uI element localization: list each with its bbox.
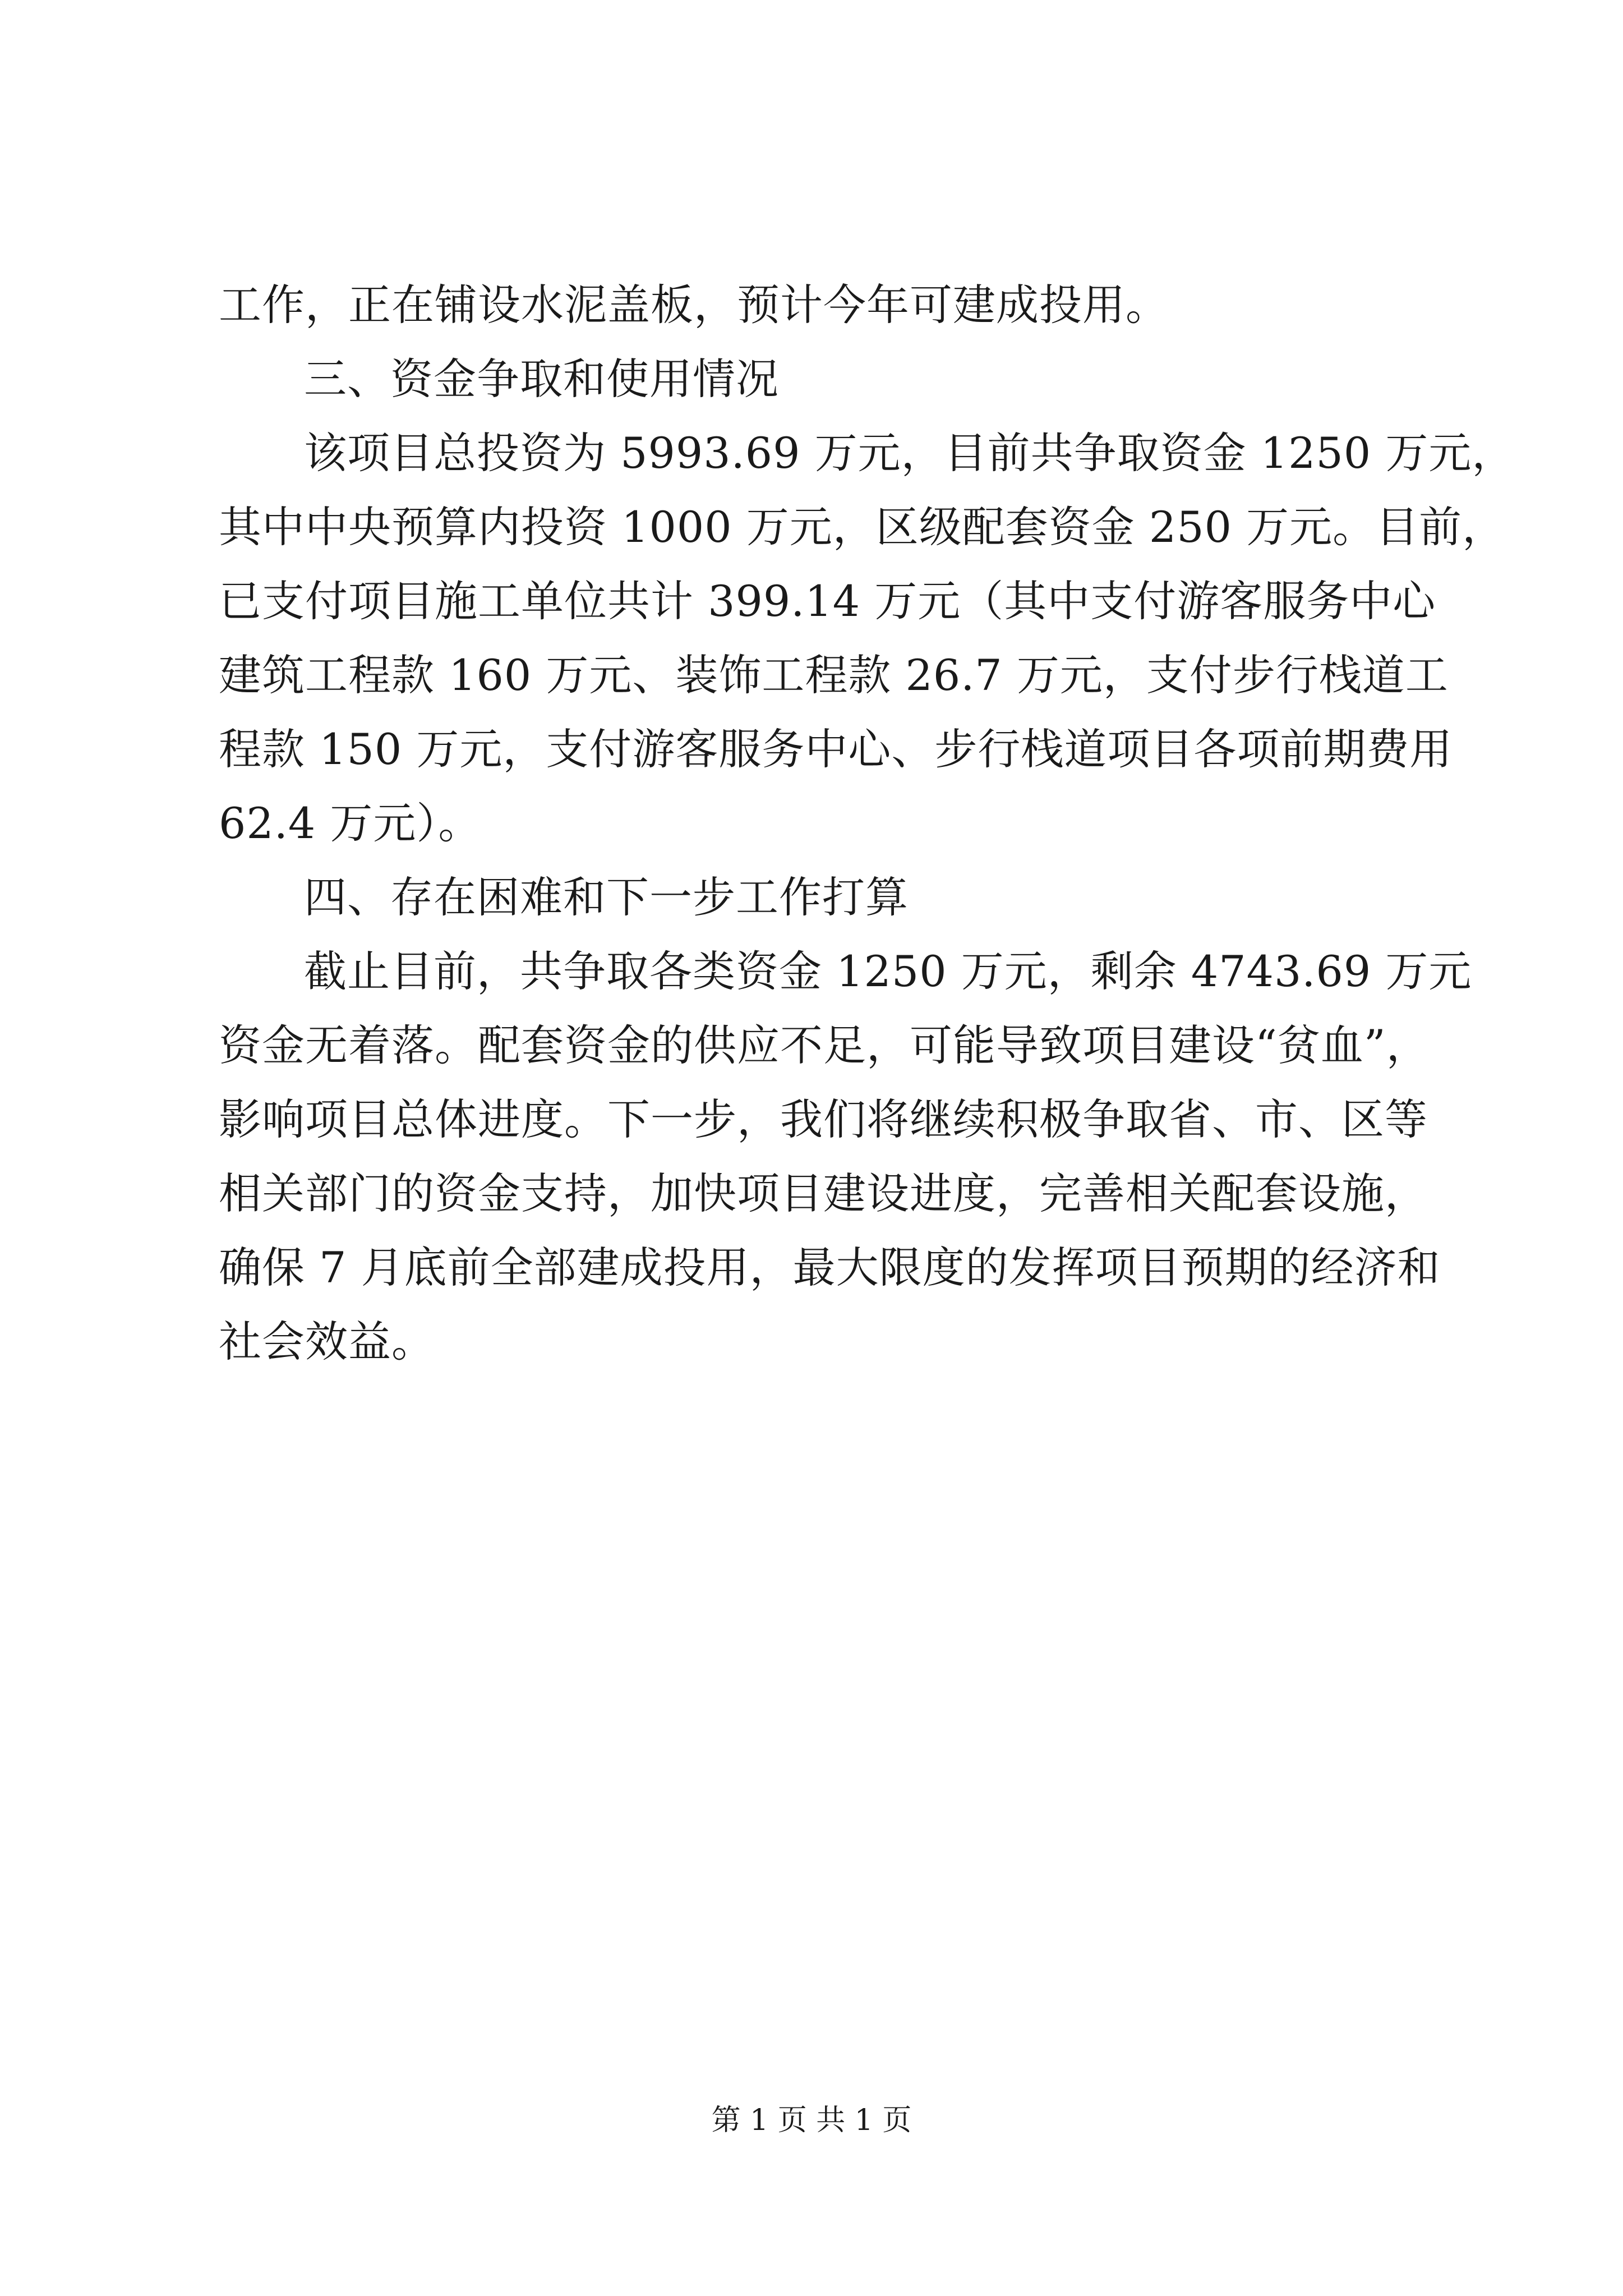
paragraph-line: 截止目前，共争取各类资金 1250 万元，剩余 4743.69 万元 bbox=[304, 946, 1472, 996]
section-heading-difficulties: 四、存在困难和下一步工作打算 bbox=[304, 872, 909, 922]
section-heading-funding: 三、资金争取和使用情况 bbox=[304, 354, 779, 404]
paragraph-line: 建筑工程款 160 万元、装饰工程款 26.7 万元，支付步行栈道工 bbox=[219, 650, 1449, 700]
paragraph-line: 已支付项目施工单位共计 399.14 万元（其中支付游客服务中心 bbox=[219, 576, 1436, 626]
paragraph-line: 62.4 万元）。 bbox=[219, 798, 482, 848]
page-number-footer: 第 1 页 共 1 页 bbox=[711, 2104, 912, 2137]
paragraph-line: 确保 7 月底前全部建成投用，最大限度的发挥项目预期的经济和 bbox=[219, 1243, 1441, 1292]
paragraph-line: 程款 150 万元，支付游客服务中心、步行栈道项目各项前期费用 bbox=[219, 724, 1453, 774]
paragraph-continuation-line: 工作，正在铺设水泥盖板，预计今年可建成投用。 bbox=[219, 280, 1169, 330]
document-body bbox=[219, 268, 1515, 1379]
paragraph-line: 社会效益。 bbox=[219, 1317, 435, 1366]
paragraph-line: 影响项目总体进度。下一步，我们将继续积极争取省、市、区等 bbox=[219, 1094, 1428, 1144]
paragraph-line: 相关部门的资金支持，加快项目建设进度，完善相关配套设施， bbox=[219, 1168, 1428, 1218]
paragraph-line: 该项目总投资为 5993.69 万元，目前共争取资金 1250 万元， bbox=[304, 428, 1515, 478]
paragraph-line: 资金无着落。配套资金的供应不足，可能导致项目建设“贫血”， bbox=[219, 1020, 1430, 1070]
paragraph-line: 其中中央预算内投资 1000 万元，区级配套资金 250 万元。目前， bbox=[219, 502, 1506, 552]
